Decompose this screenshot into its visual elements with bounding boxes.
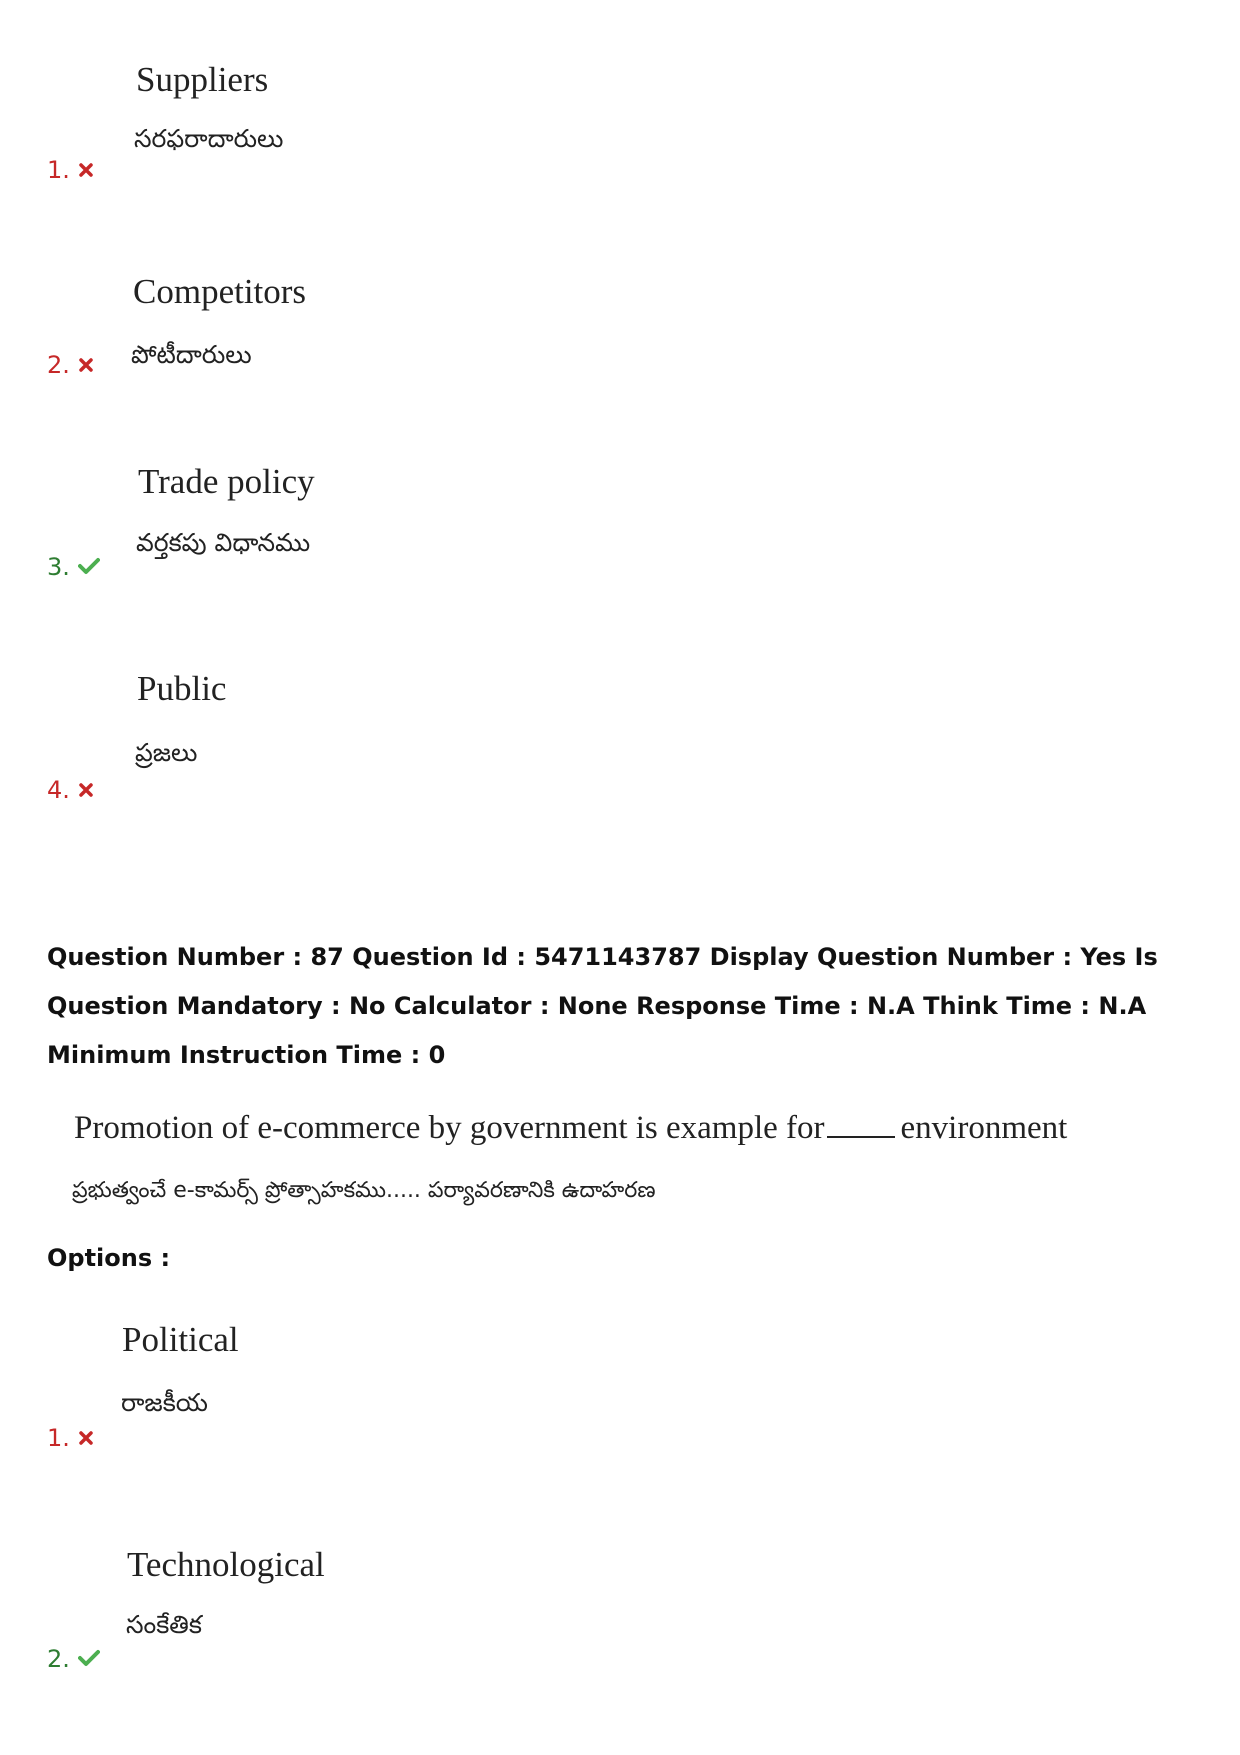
option-number-label: 3. (47, 553, 70, 581)
option-4-number (47, 776, 94, 804)
option-2-telugu: పోటీదారులు (131, 340, 252, 369)
option-4-telugu: ప్రజలు (135, 738, 198, 767)
option-number-label: 4. (47, 776, 70, 804)
cross-icon (78, 776, 94, 804)
option-number-label: 1. (47, 1424, 70, 1452)
option-2-english: Technological (127, 1545, 325, 1584)
option-2-telugu: సంకేతిక (126, 1610, 202, 1639)
check-icon (78, 1645, 100, 1673)
cross-icon (78, 1424, 94, 1452)
question-text-telugu: ప్రభుత్వంచే e-కామర్స్ ప్రోత్సాహకము..... పర్యావరణానికి ఉదాహరణ (72, 1178, 656, 1203)
cross-icon (78, 351, 94, 379)
options-label: Options : (47, 1244, 171, 1272)
option-number-label: 2. (47, 351, 70, 379)
option-3-number (47, 553, 100, 581)
question-meta: Question Number : 87 Question Id : 5471143787 Display Question Number : Yes Is Question Mandatory : No Calculator : None Response Time : N.A Think Time : N.A Minimum Instruction Time : 0 (47, 943, 1158, 1069)
option-number-label: 2. (47, 1645, 70, 1673)
option-1-telugu: రాజకీయ (121, 1388, 208, 1417)
blank-line (827, 1110, 895, 1138)
option-1-english: Suppliers (136, 60, 269, 99)
option-3-english: Trade policy (138, 462, 315, 501)
option-1-number (47, 156, 94, 184)
check-icon (78, 553, 100, 581)
option-1-telugu: సరఫరాదారులు (134, 124, 284, 153)
question-text-english (74, 1110, 1067, 1147)
cross-icon (78, 156, 94, 184)
option-1-number (47, 1424, 94, 1452)
option-number-label: 1. (47, 156, 70, 184)
option-1-english: Political (122, 1320, 239, 1359)
option-2-english: Competitors (133, 272, 307, 311)
question-text-part: Promotion of e-commerce by government is example for (74, 1110, 825, 1146)
option-2-number (47, 351, 94, 379)
option-4-english: Public (137, 669, 227, 708)
option-2-number (47, 1645, 100, 1673)
option-3-telugu: వర్తకపు విధానము (136, 528, 311, 557)
question-text-part: environment (900, 1110, 1068, 1146)
